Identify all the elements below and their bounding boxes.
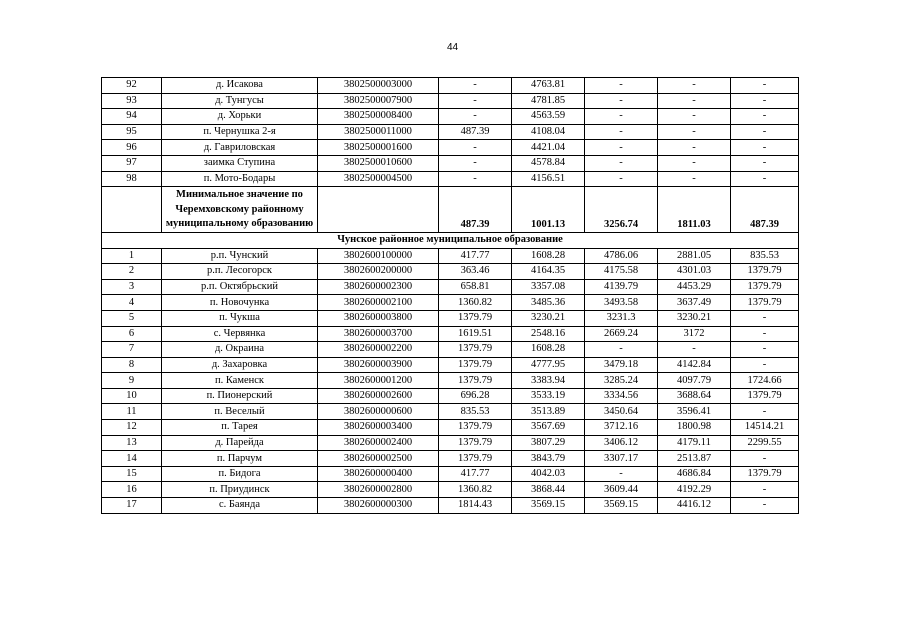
table-cell: 6 — [102, 326, 162, 342]
table-row — [102, 342, 799, 358]
table-row — [102, 295, 799, 311]
table-cell: 696.28 — [439, 388, 512, 404]
table-cell: 1379.79 — [731, 279, 799, 295]
table-row — [102, 78, 799, 94]
table-cell: 3285.24 — [585, 373, 658, 389]
table-row — [102, 264, 799, 280]
table-cell: 3802600000400 — [318, 466, 439, 482]
table-cell: 3802600002200 — [318, 342, 439, 358]
table-cell: - — [439, 155, 512, 171]
table-cell: с. Баянда — [162, 498, 318, 514]
table-cell: - — [585, 171, 658, 187]
table-cell: 487.39 — [439, 124, 512, 140]
table-cell: 3802600002400 — [318, 435, 439, 451]
summary-value: 1811.03 — [658, 187, 731, 233]
table-cell: п. Мото-Бодары — [162, 171, 318, 187]
table-cell: 3802600002600 — [318, 388, 439, 404]
table-cell: - — [658, 171, 731, 187]
table-cell: 3802600000300 — [318, 498, 439, 514]
table-row — [102, 466, 799, 482]
table-cell: - — [658, 342, 731, 358]
table-cell: - — [585, 140, 658, 156]
table-cell: - — [731, 109, 799, 125]
table-cell: 1 — [102, 248, 162, 264]
table-cell: 1379.79 — [731, 295, 799, 311]
table-cell: д. Гавриловская — [162, 140, 318, 156]
table-cell: 1379.79 — [439, 435, 512, 451]
table-cell: 1379.79 — [439, 310, 512, 326]
table-cell: 3802600003900 — [318, 357, 439, 373]
table-cell: - — [731, 310, 799, 326]
table-cell: 1379.79 — [439, 373, 512, 389]
table-cell: 4777.95 — [512, 357, 585, 373]
table-cell: 3802600100000 — [318, 248, 439, 264]
table-cell: 3533.19 — [512, 388, 585, 404]
table-cell: 11 — [102, 404, 162, 420]
table-cell: 4453.29 — [658, 279, 731, 295]
summary-section — [102, 187, 799, 248]
table-cell: с. Червянка — [162, 326, 318, 342]
table-cell: 13 — [102, 435, 162, 451]
table-cell: 3802600003800 — [318, 310, 439, 326]
table-cell: 3406.12 — [585, 435, 658, 451]
table-row — [102, 357, 799, 373]
table-cell: 12 — [102, 420, 162, 436]
table-cell: 1379.79 — [439, 357, 512, 373]
table-cell: 3802600200000 — [318, 264, 439, 280]
table-cell: п. Парчум — [162, 451, 318, 467]
table-cell: 3513.89 — [512, 404, 585, 420]
table-cell: - — [585, 124, 658, 140]
table-cell: - — [731, 404, 799, 420]
table-cell: - — [731, 498, 799, 514]
table-cell: 4 — [102, 295, 162, 311]
table-cell: 15 — [102, 466, 162, 482]
table-row — [102, 451, 799, 467]
table-cell: - — [658, 124, 731, 140]
table-cell: 4164.35 — [512, 264, 585, 280]
table-cell: 3231.3 — [585, 310, 658, 326]
table-cell: 10 — [102, 388, 162, 404]
table-cell: 17 — [102, 498, 162, 514]
table-cell: 4192.29 — [658, 482, 731, 498]
table-cell: 1724.66 — [731, 373, 799, 389]
table-cell: 658.81 — [439, 279, 512, 295]
table-cell: 1360.82 — [439, 482, 512, 498]
table-cell: - — [731, 155, 799, 171]
table-cell: 4763.81 — [512, 78, 585, 94]
table-cell: п. Веселый — [162, 404, 318, 420]
table-cell: 4108.04 — [512, 124, 585, 140]
table-cell: 1360.82 — [439, 295, 512, 311]
summary-value: 487.39 — [439, 187, 512, 233]
summary-cell-empty — [318, 187, 439, 233]
table-cell: 4416.12 — [658, 498, 731, 514]
summary-value: 3256.74 — [585, 187, 658, 233]
table-cell: 3596.41 — [658, 404, 731, 420]
table-row — [102, 482, 799, 498]
table-cell: 3802600003700 — [318, 326, 439, 342]
table-cell: 3712.16 — [585, 420, 658, 436]
data-table — [101, 77, 799, 514]
table-cell: 3843.79 — [512, 451, 585, 467]
table-cell: - — [731, 140, 799, 156]
table-cell: 3383.94 — [512, 373, 585, 389]
table-cell: - — [731, 171, 799, 187]
table-body-top — [102, 78, 799, 187]
table-cell: 4686.84 — [658, 466, 731, 482]
table-cell: 3802600002500 — [318, 451, 439, 467]
table-cell: 98 — [102, 171, 162, 187]
table-cell: 4781.85 — [512, 93, 585, 109]
table-cell: 3230.21 — [658, 310, 731, 326]
table-cell: 4139.79 — [585, 279, 658, 295]
table-cell: 3868.44 — [512, 482, 585, 498]
table-cell: 4786.06 — [585, 248, 658, 264]
table-cell: п. Каменск — [162, 373, 318, 389]
table-row — [102, 498, 799, 514]
table-cell: - — [731, 482, 799, 498]
table-cell: - — [439, 109, 512, 125]
table-cell: д. Исакова — [162, 78, 318, 94]
table-cell: 1379.79 — [731, 388, 799, 404]
table-cell: п. Бидога — [162, 466, 318, 482]
table-cell: 2548.16 — [512, 326, 585, 342]
table-cell: 8 — [102, 357, 162, 373]
table-cell: - — [439, 140, 512, 156]
table-cell: 3637.49 — [658, 295, 731, 311]
table-cell: д. Тунгусы — [162, 93, 318, 109]
table-cell: 417.77 — [439, 466, 512, 482]
table-cell: 3334.56 — [585, 388, 658, 404]
table-cell: 92 — [102, 78, 162, 94]
table-cell: 3802600002300 — [318, 279, 439, 295]
table-cell: 363.46 — [439, 264, 512, 280]
table-cell: 3802500008400 — [318, 109, 439, 125]
table-cell: - — [439, 171, 512, 187]
table-cell: 3485.36 — [512, 295, 585, 311]
section-header-row — [102, 232, 799, 248]
table-cell: 7 — [102, 342, 162, 358]
table-row — [102, 124, 799, 140]
table-cell: п. Пионерский — [162, 388, 318, 404]
table-cell: д. Захаровка — [162, 357, 318, 373]
table-cell: 4301.03 — [658, 264, 731, 280]
table-cell: 1619.51 — [439, 326, 512, 342]
summary-value: 1001.13 — [512, 187, 585, 233]
table-row — [102, 140, 799, 156]
table-cell: 2513.87 — [658, 451, 731, 467]
table-cell: 14514.21 — [731, 420, 799, 436]
table-cell: - — [585, 109, 658, 125]
table-cell: р.п. Чунский — [162, 248, 318, 264]
table-row — [102, 279, 799, 295]
table-cell: 835.53 — [439, 404, 512, 420]
table-cell: 5 — [102, 310, 162, 326]
table-cell: - — [585, 342, 658, 358]
table-cell: - — [731, 342, 799, 358]
table-cell: - — [658, 109, 731, 125]
table-cell: 3802600002800 — [318, 482, 439, 498]
table-row — [102, 109, 799, 125]
table-cell: 3802600000600 — [318, 404, 439, 420]
table-row — [102, 310, 799, 326]
table-cell: - — [585, 155, 658, 171]
table-cell: 1379.79 — [439, 451, 512, 467]
table-row — [102, 388, 799, 404]
table-cell: - — [658, 155, 731, 171]
table-cell: 4175.58 — [585, 264, 658, 280]
table-body-bottom — [102, 248, 799, 513]
table-cell: 97 — [102, 155, 162, 171]
table-cell: 3567.69 — [512, 420, 585, 436]
table-row — [102, 373, 799, 389]
table-cell: 3479.18 — [585, 357, 658, 373]
table-cell: п. Чукша — [162, 310, 318, 326]
summary-row — [102, 187, 799, 233]
table-cell: - — [585, 466, 658, 482]
table-cell: 3688.64 — [658, 388, 731, 404]
table-cell: 3802600002100 — [318, 295, 439, 311]
page-number: 44 — [446, 42, 459, 53]
table-cell: 1800.98 — [658, 420, 731, 436]
table-cell: 3307.17 — [585, 451, 658, 467]
table-cell: 3 — [102, 279, 162, 295]
table-cell: - — [658, 93, 731, 109]
table-cell: 3569.15 — [585, 498, 658, 514]
table-cell: д. Окраина — [162, 342, 318, 358]
table-cell: п. Приудинск — [162, 482, 318, 498]
table-cell: - — [658, 140, 731, 156]
table-cell: 3802500011000 — [318, 124, 439, 140]
table-cell: 16 — [102, 482, 162, 498]
table-cell: 4563.59 — [512, 109, 585, 125]
summary-cell-empty — [102, 187, 162, 233]
table-cell: 3802500001600 — [318, 140, 439, 156]
table-cell: 3807.29 — [512, 435, 585, 451]
table-row — [102, 171, 799, 187]
table-cell: п. Новочунка — [162, 295, 318, 311]
table-cell: п. Чернушка 2-я — [162, 124, 318, 140]
table-cell: 417.77 — [439, 248, 512, 264]
table-cell: 95 — [102, 124, 162, 140]
table-cell: 3450.64 — [585, 404, 658, 420]
table-cell: 3802500004500 — [318, 171, 439, 187]
table-cell: 2881.05 — [658, 248, 731, 264]
table-cell: 1379.79 — [731, 264, 799, 280]
table-cell: - — [731, 357, 799, 373]
table-cell: 1608.28 — [512, 342, 585, 358]
table-cell: 4421.04 — [512, 140, 585, 156]
table-cell: 1379.79 — [439, 420, 512, 436]
table-cell: - — [585, 93, 658, 109]
table-cell: 1814.43 — [439, 498, 512, 514]
section-title: Чунское районное муниципальное образование — [102, 232, 799, 248]
table-cell: - — [658, 78, 731, 94]
table-cell: 3802500003000 — [318, 78, 439, 94]
table-cell: д. Хорьки — [162, 109, 318, 125]
table-cell: п. Тарея — [162, 420, 318, 436]
table-cell: 3609.44 — [585, 482, 658, 498]
table-cell: 94 — [102, 109, 162, 125]
table-cell: - — [731, 78, 799, 94]
table-cell: заимка Ступина — [162, 155, 318, 171]
table-row — [102, 248, 799, 264]
table-cell: 3569.15 — [512, 498, 585, 514]
table-row — [102, 155, 799, 171]
table-cell: д. Парейда — [162, 435, 318, 451]
table-cell: 3172 — [658, 326, 731, 342]
summary-label: Минимальное значение по Черемховскому районному муниципальному образованию — [162, 187, 318, 233]
table-cell: 93 — [102, 93, 162, 109]
table-cell: 1379.79 — [731, 466, 799, 482]
table-row — [102, 93, 799, 109]
table-cell: 3493.58 — [585, 295, 658, 311]
table-cell: 4097.79 — [658, 373, 731, 389]
table-cell: 3802600003400 — [318, 420, 439, 436]
table-cell: 2669.24 — [585, 326, 658, 342]
table-cell: 2 — [102, 264, 162, 280]
table-cell: - — [439, 93, 512, 109]
table-cell: 96 — [102, 140, 162, 156]
table-cell: 4142.84 — [658, 357, 731, 373]
table-cell: 1379.79 — [439, 342, 512, 358]
table-cell: 3357.08 — [512, 279, 585, 295]
summary-value: 487.39 — [731, 187, 799, 233]
table-cell: 3802500010600 — [318, 155, 439, 171]
table-cell: 14 — [102, 451, 162, 467]
table-cell: - — [731, 124, 799, 140]
table-cell: - — [439, 78, 512, 94]
table-cell: 835.53 — [731, 248, 799, 264]
table-cell: 3230.21 — [512, 310, 585, 326]
table-cell: - — [731, 93, 799, 109]
table-row — [102, 326, 799, 342]
table-cell: 1608.28 — [512, 248, 585, 264]
table-cell: 4179.11 — [658, 435, 731, 451]
table-cell: р.п. Лесогорск — [162, 264, 318, 280]
table-cell: - — [731, 326, 799, 342]
table-row — [102, 435, 799, 451]
table-cell: 9 — [102, 373, 162, 389]
table-cell: р.п. Октябрьский — [162, 279, 318, 295]
table-row — [102, 420, 799, 436]
table-row — [102, 404, 799, 420]
table-cell: - — [731, 451, 799, 467]
table-cell: 4042.03 — [512, 466, 585, 482]
table-cell: - — [585, 78, 658, 94]
table-cell: 3802600001200 — [318, 373, 439, 389]
table-cell: 4156.51 — [512, 171, 585, 187]
table-cell: 2299.55 — [731, 435, 799, 451]
table-cell: 3802500007900 — [318, 93, 439, 109]
table-cell: 4578.84 — [512, 155, 585, 171]
